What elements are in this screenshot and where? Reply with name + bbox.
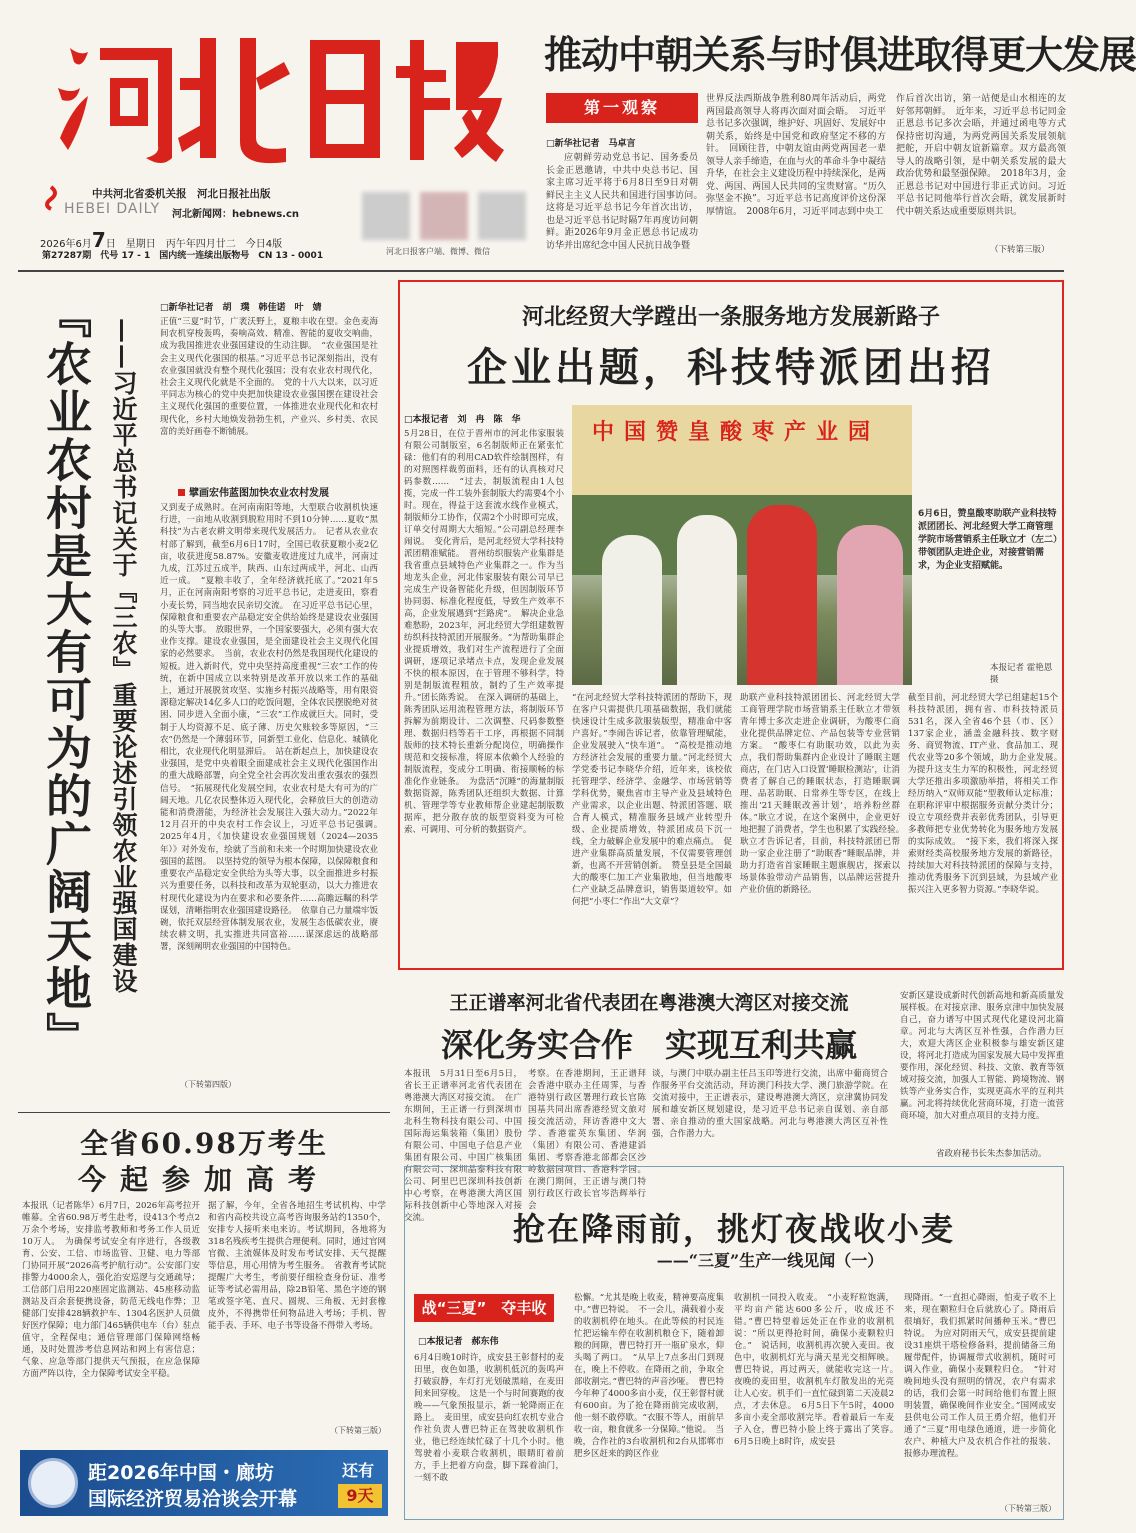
exam-headline-2[interactable]: 今起参加高考 bbox=[77, 1163, 330, 1196]
section-bullet-icon bbox=[178, 489, 185, 496]
featured-byline: □本报记者 刘 冉 陈 华 bbox=[404, 415, 521, 425]
wheat-col-4: 现降雨。“一直担心降雨，怕麦子收不上来，现在颗粒归仓后就放心了。降雨后很墒好，我们抓紧时间播种玉米。”曹巴特说。 为应对阴雨天气，成安县提前建设31座烘干塔检修备料，提前储备三角履带配件，协调履带式收割机，随时可调入作业，确保小麦颗粒归仓。 “针对晚间地头没有照明的情况，农户有需求的话，我们会第一时间给他们布置上照明装置，确保晚间作业安全。”国网成安县供电公司工作人员王勇介绍，他们开通了“三夏”用电绿色通道，进一步简化农户、种植大户及农机合作社的报装、报修办理流程。 bbox=[904, 1293, 1056, 1459]
gba-col-3: 谈，与澳门中联办副主任吕玉印等进行交流，出席中葡商贸合作服务平台交流活动，拜访澳门科技大学、澳门旅游学院。在交流对接中，王正谱表示，建设粤港澳大湾区，京津冀协同发展和雄安新区规划建设，是习近平总书记亲自谋划、亲自部署、亲自推动的重大国家战略。河北与粤港澳大湾区互补性强，合作潜力大。 bbox=[652, 1069, 888, 1139]
photo-caption: 6月6日，赞皇酸枣助联产业科技特派团团长、河北经贸大学工商管理学院市场营销系主任耿立才（左二）带领团队走进企业，对接营销需求，为企业支招赋能。 bbox=[918, 509, 1058, 571]
expo-logo-icon bbox=[28, 1458, 78, 1508]
agri-section-head-text: 擘画宏伟蓝图加快农业农村发展 bbox=[189, 488, 329, 499]
agri-text-1: 正值“三夏”时节，广袤沃野上，夏粮丰收在望。金色麦海间农机穿梭轰鸣，奏响高效、精准、智能的夏收交响曲，成为我国推进农业强国建设的生动注脚。 “农业强国是社会主义现代化强国的根基。”习近平总书记深刻指出，没有农业强国就没有整个现代化强国；没有农业农村现代化，社会主义现代化就是不全面的。 党的十八大以来，以习近平同志为核心的党中央把加快建设农业强国摆在建设社会主义现代化强国的重要位置，一体推进农业现代化和农村现代化，乡村大地焕发勃勃生机，产业兴、乡村美、农民富的美好画卷不断铺展。 bbox=[160, 317, 378, 437]
person-4 bbox=[837, 525, 903, 685]
top-byline: □新华社记者 马卓言 bbox=[546, 139, 636, 149]
exam-headline-1[interactable]: 全省60.98万考生 bbox=[80, 1127, 328, 1160]
top-col-2: 世界反法西斯战争胜利80周年活动后，两党两国最高领导人将再次面对面会晤。 习近平总书记多次强调，维护好、巩固好、发展好中朝关系，始终是中国党和政府坚定不移的方针。 回顾往昔，中朝友谊由两党两国老一辈领导人亲手缔造，在血与火的革命斗争中凝结升华，在社会主义建设历程中持续深化，是两党、两国、两国人民共同的宝贵财富。“历久弥坚金不换”。习近平总书记高度评价这份深厚情谊。 2008年6月，习近平同志到中央工 bbox=[706, 94, 887, 217]
logo-calligraphy-icon bbox=[40, 18, 510, 178]
wheat-byline: □本报记者 郝东伟 bbox=[418, 1337, 499, 1347]
person-3 bbox=[747, 505, 817, 685]
featured-headline[interactable]: 企业出题，科技特派团出招 bbox=[467, 345, 995, 391]
featured-col-left: 5月28日，在位于晋州市的河北伟家服装有限公司制版室，6名制版师正在紧张忙碌：他们有的利用CAD软件绘制图样，有的对照图样裁剪面料，还有的认真核对尺码参数…… “过去，制版流程由1人包揽，完成一件工装外套制版大约需要4个小时。现在，得益于这套流水线作业模式，制版师分工协作，仅需2个小时即可完成，订单交付周期大大缩短。”公司副总经理李闹说。 变化背后，是河北经贸大学科技特派团精准赋能。 晋州纺织服装产业集群是我省重点县域特色产业集群之一。作为当地龙头企业，河北伟家服装有限公司早已完成生产设备智能化升级，但因制版环节协同弱、标准化程度低，导致生产效率不高，企业发展遇到“拦路虎”。 解决企业急难愁盼，2023年，河北经贸大学组建数智纺织科技特派团开展服务。“为帮助集群企业提质增效，我们对生产流程进行了全面调研，逐项记录堵点卡点，发现企业发展不快的根本原因，在于管理不够科学，特别是制版流程粗放，制约了生产效率提升。”团长陈秀说。 在深入调研的基础上，陈秀团队运用流程管理方法，将制版环节拆解为前期设计、二次调整、尺码参数整理、数据归档等若干工序，再根据不同制版师的技术特长重新分配岗位，明确操作规范和交接标准，将原本依赖个人经验的制版流程，变成分工明确、衔接顺畅的标准化作业链条。 为盘活“沉睡”的海量制版数据资源，陈秀团队还组织大数据、计算机、管理学等专业教师帮企业建起制版数据库，把分散存放的版型资料变为可检索、可调用、可分析的数据资产。 bbox=[404, 429, 564, 835]
qr-code-app[interactable] bbox=[362, 192, 410, 240]
wheat-tag: 战“三夏” 夺丰收 bbox=[414, 1294, 554, 1322]
featured-col-right: 截至目前，河北经贸大学已组建起15个科技特派团，拥有省、市科技特派员531名，深入全省46个县（市、区）137家企业，涵盖金融科技、数字财务、商贸物流、IT产业、食品加工、现代农业等20多个领域，助力企业发展。 为提升这支生力军的积极性，河北经贸大学还推出多项激励举措，将相关工作经历纳入“双师双能”型教师认定标准；在职称评审中根据服务贡献分类计分；设立专项经费并表彰优秀团队，引导更多教师把专业优势转化为服务地方发展的实际成效。 “接下来，我们将深入探索财经类高校服务地方发展的新路径，持续加大对科技特派团的保障与支持，推动优秀服务下沉到县域，为县域产业振兴注入更多智力资源。”李晓华说。 bbox=[908, 693, 1067, 895]
column-tag: 第一观察 bbox=[546, 93, 698, 123]
agri-section-head bbox=[178, 484, 329, 499]
gba-col-1: 本报讯 5月31日至6月5日，省长王正谱率河北省代表团在粤港澳大湾区对接交流。 在广东期间，王正谱一行到深圳市北科生物科技有限公司、中国国际海运集装箱（集团）股份有限公司、中国电子信息产业集团有限公司、中国广核集团有限公司、深圳晶泰科技有限公司、阿里巴巴深圳科技创新中心考察，在粤港澳大湾区国际科技创新中心等地深入对接交流。 bbox=[404, 1069, 522, 1223]
featured-kicker: 河北经贸大学蹚出一条服务地方发展新路子 bbox=[521, 304, 940, 330]
gba-note: 省政府秘书长朱杰参加活动。 bbox=[936, 1149, 1047, 1159]
wheat-continued[interactable]: （下转第三版） bbox=[1000, 1504, 1056, 1513]
agri-vertical-headline[interactable]: 『农业农村是大有可为的广阔天地』 bbox=[39, 292, 93, 1060]
top-continued[interactable]: （下转第三版） bbox=[990, 245, 1050, 255]
agri-text-2: 又到麦子成熟时。在河南南阳等地，大型联合收割机快速行进，一亩地从收割到脱粒用时不到10分钟……夏收“黑科技”为古老农耕文明带来现代发展活力。 记者从农业农村部了解到，截至6月6日17时，全国已收获夏粮小麦2亿亩，收获进度58.87%。安徽麦收进度过九成半，河南过九成，江苏过五成半，陕西、山东过两成半，河北、山西近一成。 “夏粮丰收了，全年经济就托底了。”2021年5月，正在河南南阳考察的习近平总书记，走进麦田，察看小麦长势，同当地农民亲切交流。 在习近平总书记心里，保障粮食和重要农产品稳定安全供给始终是建设农业强国的头等大事。 放眼世界，一个国家要强大，必须有强大农业作支撑。建设农业强国，是全面建设社会主义现代化国家的必然要求。 当前，农业农村仍然是我国现代化建设的短板。进入新时代，党中央坚持高度重视“三农”工作的传统，在新中国成立以来特别是改革开放以来工作的基础上，通过开展脱贫攻坚、实施乡村振兴战略等，用有限资源稳定解决14亿多人口的吃饭问题，全体农民摆脱绝对贫困、同步进入全面小康，“三农”工作成就巨大。同时，受制于人均资源不足、底子薄、历史欠账较多等原因，“三农”仍然是一个薄弱环节，同新型工业化、信息化、城镇化相比，农业现代化明显滞后。 站在新起点上，加快建设农业强国，是党中央着眼全面建成社会主义现代化强国作出的重大战略部署，向全党全社会再次发出重农强农的强烈信号。 “拓展现代化发展空间，农业农村是大有可为的广阔天地。几亿农民整体迈入现代化，会释放巨大的创造动能和消费潜能，为经济社会发展注入强大动力。”2022年12月召开的中央农村工作会议上，习近平总书记强调。 2025年4月，《加快建设农业强国规划（2024—2035年）》对外发布，绘就了当前和未来一个时期加快建设农业强国的蓝图。 以坚持党的领导为根本保障，以保障粮食和重要农产品稳定安全供给为头等大事，以全面推进乡村振兴为重要任务，以科技和改革为双轮驱动，以大力推进农村现代化建设为内在要求和必要条件……高瞻远瞩的科学谋划，清晰指明农业强国建设路径。 依靠自己力量端牢饭碗，依托双层经营体制发展农业，发展生态低碳农业，赓续农耕文明，扎实推进共同富裕……谋深虑远的战略部署，深刻阐明农业强国的中国特色。 bbox=[160, 503, 387, 953]
gba-col-2: 考察。在香港期间，王正谱拜会香港中联办主任周霁，与香港特别行政区署理行政长官陈国基共同出席香港经贸文旅对接交流活动，拜访香港中文大学、香港霍英东集团、华润（集团）有限公司、香港建滔集团、考察香港北部都会区沙岭数据园项目、香港科学园。在澳门期间，王正谱与澳门特别行政区行政长官岑浩辉举行会 bbox=[528, 1069, 646, 1211]
featured-col-mid1: “在河北经贸大学科技特派团的帮助下，现在客户只需提供几项基础数据，我们就能快速设计生成多款服装版型，精准命中客户喜好。”李闹告诉记者，依靠管理赋能，企业发展驶入“快车道”。 “高校是推动地方经济社会发展的重要力量。”河北经贸大学党委书记李晓华介绍，近年来，该校依托管理学、经济学、金融学、市场营销等学科优势，聚焦省市主导产业及县域特色产业需求，以企业出题、特派团答题、联合育人模式，精准服务县域产业转型升级、企业提质增效，特派团成员下沉一线，全力破解企业发展中的难点痛点。 促进产业集群高质量发展，不仅需要管理创新，也离不开营销创新。 赞皇县是全国最大的酸枣仁加工产业集散地，但当地酸枣仁产业缺乏品牌意识，销售渠道较窄。如何把“小枣仁”作出“大文章”？ bbox=[572, 693, 732, 907]
agri-continued[interactable]: （下转第四版） bbox=[180, 1080, 236, 1089]
top-headline[interactable]: 推动中朝关系与时俱进取得更大发展 bbox=[544, 33, 1136, 77]
featured-photo[interactable] bbox=[572, 405, 912, 685]
gba-col-4: 安新区建设成新时代创新高地和新高质量发展样板。在对接京津、服务京津中加快发展自己，奋力谱写中国式现代化建设河北篇章。河北与大湾区互补性强，合作潜力巨大，欢迎大湾区企业积极参与雄安新区建设，将河北打造成为国家发展大局中发挥重要作用，深化经贸、科技、文旅、教育等领域对接交流，加强人工智能、跨境物流、钢铁等产业务实合作，实现更高水平的互利共赢。河北将持续优化营商环境，打造一流营商环境，加大对重点项目的支持力度。 bbox=[900, 991, 1064, 1121]
featured-col-mid2: 助联产业科技特派团团长、河北经贸大学工商管理学院市场营销系主任耿立才带领青年博士多次走进企业调研，为酸枣仁商业化提供品牌定位、产品包装等专业营销方案。 “酸枣仁有助眠功效，以此为卖点，我们帮助集群内企业设计了睡眠主题商店，在门店入口设置‘睡眠检测站’，让消费者了解自己的睡眠状态，打造睡眠调理、品茗助眠、日常养生等专区，在线上推出‘21天睡眠改善计划’，培养粉丝群体。”耿立才说，在这个案例中，企业更好地把握了消费者，学生也积累了实践经验。 耿立才告诉记者，目前，科技特派团已帮助一家企业注册了“助眠香”睡眠品牌，并助力打造省首家睡眠主题旗舰店，探索以场景体验带动产品销售，以品牌运营提升产业价值的新路径。 bbox=[740, 693, 909, 895]
person-1 bbox=[602, 535, 662, 685]
qr-code-wechat[interactable] bbox=[478, 192, 526, 240]
wheat-headline[interactable]: 抢在降雨前，挑灯夜战收小麦 bbox=[512, 1210, 955, 1248]
wheat-col-1: 6月4日晚10时许，成安县王彰督村的麦田里，夜色如墨，收割机低沉的轰鸣声打破寂静，车灯打光划破黑暗，在麦田间来回穿梭。 这是一个与时间赛跑的夜晚——气象预报显示，新一轮降雨正在路上。 麦田里，成安县向红农机专业合作社负责人曹巴特正在驾驶收割机作业，他已经连续忙碌了十几个小时。他驾驶着小麦联合收割机，眼睛盯着前方，手上把着方向盘，脚下踩着油门，一刻不敢 bbox=[414, 1353, 564, 1483]
wheat-col-3: 收割机一同投入收麦。 “小麦籽粒饱满，平均亩产能达600多公斤，收成还不错。”曹巴特望着远处正在作业的收割机说：“所以更得抢时间，确保小麦颗粒归仓。” 说话间，收割机再次驶入麦田。夜色中，收割机灯光与满天星光交相辉映。曹巴特说，再过两天，就能收完这一片。 夜晚的麦田里，收割机车灯散发出的光亮让人心安。机手们一直忙碌到第二天凌晨2点，才去休息。 6月5日下午5时，4000多亩小麦全部收割完毕。看着最后一车麦子入仓，曹巴特小脸上终于露出了笑容。 6月5日晚上8时许，成安县 bbox=[734, 1293, 903, 1447]
website-link[interactable]: 河北新闻网：hebnews.cn bbox=[172, 209, 299, 220]
top-col-1: 应朝鲜劳动党总书记、国务委员长金正恩邀请，中共中央总书记、国家主席习近平将于6月8日至9日对朝鲜民主主义人民共和国进行国事访问。 这将是习近平总书记今年首次出访，也是习近平总书记时隔7年再度访问朝鲜。距2026年9月金正恩总书记成功访华并出席纪念中国人民抗日战争暨 bbox=[546, 153, 708, 251]
ad-line-2: 国际经济贸易洽谈会开幕 bbox=[88, 1488, 298, 1510]
photo-sign: 中国赞皇酸枣产业园 bbox=[592, 420, 881, 445]
person-2 bbox=[677, 515, 737, 685]
date-prefix: 2026年6月 bbox=[40, 239, 92, 250]
newspaper-logo bbox=[40, 18, 510, 178]
wheat-col-2: 松懈。“尤其是晚上收麦，精神要高度集中。”曹巴特说。 不一会儿，满载着小麦的收割机停在地头。在此等候的村民连忙把运输车停在收割机粮仓下，随着卸粮的间隙，曹巴特打开一瓶矿泉水，仰头喝了两口。 “从早上7点多出门到现在，晚上不停收。在降雨之前，争取全部收割完。”曹巴特的声音沙哑。 曹巴特今年种了4000多亩小麦，仅王彰督村就有600亩。为了抢在降雨前完成收割，他一刻不敢停歇。“衣服不等人，雨前早收一亩，粮食就多一分保障。”他说。 当晚，合作社的3台收割机和2台从邯郸市肥乡区赶来的跨区作业 bbox=[574, 1293, 724, 1459]
qr-caption: 河北日报客户端、微博、微信 bbox=[386, 247, 490, 256]
sponsor-line: 中共河北省委机关报 河北日报社出版 bbox=[92, 188, 271, 200]
ad-countdown-value: 9天 bbox=[338, 1484, 382, 1508]
masthead bbox=[0, 0, 1136, 268]
exam-col-2: 据了解，今年，全省各地招生考试机构、中学和省内高校共设立高考咨询服务站约1350个，安排专人接听来电来访。考试期间，各地将为318名残疾考生提供合理便利。同时，通过官网官微、主流媒体及时发布考试安排、天气提醒等信息，用心用情为考生服务。 省教育考试院提醒广大考生，考前要仔细检查身份证、准考证等考试必需用品，除2B铅笔、黑色字迹的钢笔或签字笔、直尺、圆规、三角板、无封套橡皮外，不得携带任何物品进入考场；手机、智能手表、手环、电子书等设备不得带入考场。 bbox=[208, 1201, 386, 1331]
gba-kicker: 王正谱率河北省代表团在粤港澳大湾区对接交流 bbox=[449, 992, 849, 1014]
english-name: HEBEI DAILY bbox=[64, 201, 161, 217]
masthead-divider bbox=[18, 270, 1064, 272]
date-day: 7 bbox=[91, 228, 106, 252]
exam-col-1: 本报讯（记者陈华）6月7日，2026年高考拉开帷幕。全省60.98万考生赴考，设413个考点2万余个考场，安排监考教师和考务工作人员近10万人。 为确保考试安全有序进行，各级教育、公安、工信、市场监管、卫健、电力等部门协同开展“2026高考护航行动”。公安部门安排警力4000余人，强化治安巡逻与交通疏导；工信部门启用220座固定监测站、45座移动监测站及百余套便携设备，防范无线电作弊；卫健部门安排428辆救护车、1304名医护人员做好医疗保障；电力部门465辆供电车（台）驻点值守，全程保电；通信管理部门保障网络畅通，及时处置涉考信息网站和网上有害信息；气象、应急等部门提供天气预报，在应急保障方面严阵以待，全力保障考试安全平稳。 bbox=[22, 1201, 200, 1379]
agri-vertical-subhead: ——习近平总书记关于『三农』重要论述引领农业强国建设 bbox=[109, 318, 138, 994]
photo-credit: 本报记者 霍艳恩摄 bbox=[990, 663, 1053, 685]
gba-headline[interactable]: 深化务实合作 实现互利共赢 bbox=[440, 1026, 857, 1064]
paper-emblem-icon bbox=[40, 185, 62, 211]
expo-countdown-ad[interactable] bbox=[20, 1450, 388, 1516]
ad-line-1: 距2026年中国・廊坊 bbox=[88, 1462, 274, 1484]
wheat-subhead: ——“三夏”生产一线见闻（一） bbox=[656, 1251, 884, 1270]
top-col-3: 作后首次出访，第一站便是山水相连的友好邻邦朝鲜。 近年来，习近平总书记同金正恩总书记多次会晤，并通过函电等方式保持密切沟通，为两党两国关系发展领航把舵，开启中朝友谊新篇章。双方最高领导人的战略引领，是中朝关系发展的最大政治优势和最坚强保障。 2018年3月，金正恩总书记对中国进行非正式访问。习近平总书记同他举行首次会晤，就发展新时代中朝关系达成重要原则共识。 bbox=[896, 94, 1066, 217]
left-divider bbox=[18, 1112, 390, 1113]
exam-continued[interactable]: （下转第三版） bbox=[330, 1426, 386, 1435]
date-suffix: 日 星期日 丙午年四月廿二 今日4版 bbox=[105, 239, 283, 250]
agri-byline: □新华社记者 胡 璞 韩佳诺 叶 婧 bbox=[160, 303, 322, 313]
issue-number-line: 第27287期 代号 17 - 1 国内统一连续出版物号 CN 13 - 0001 bbox=[42, 251, 324, 261]
ad-countdown-prefix: 还有 bbox=[342, 1461, 375, 1480]
qr-code-weibo[interactable] bbox=[420, 192, 468, 240]
